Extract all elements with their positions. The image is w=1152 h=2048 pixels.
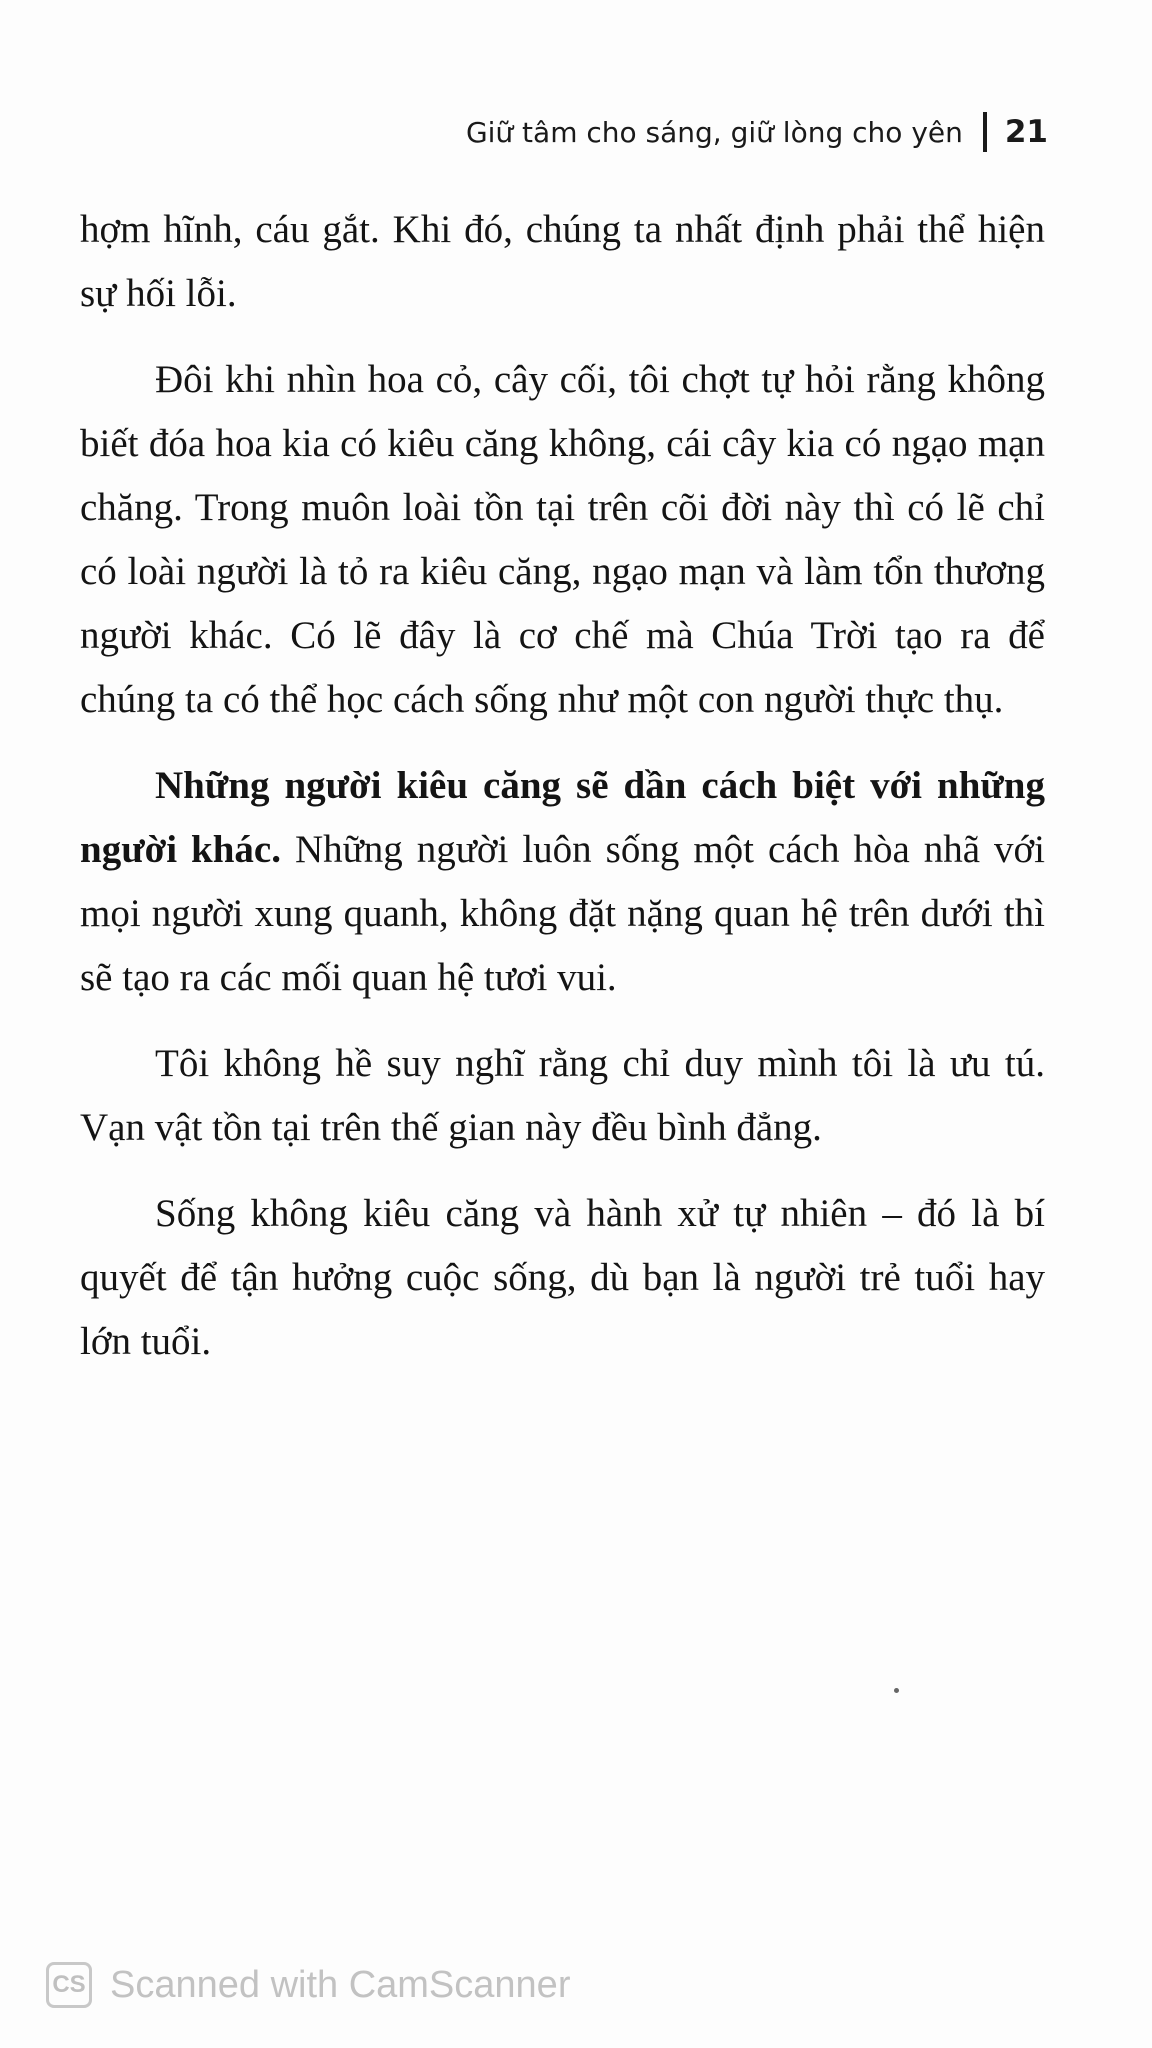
paragraph-text: Những người luôn sống một cách hòa nhã với mọi người xung quanh, không đặt nặng quan hệ trên dưới thì sẽ tạo ra các mối quan hệ tươi vui. [80,828,1046,999]
paragraph [80,1032,1045,1160]
paragraph-text: Sống không kiêu căng và hành xử tự nhiên – đó là bí quyết để tận hưởng cuộc sống, dù bạn là người trẻ tuổi hay lớn tuổi. [80,1192,1045,1363]
paragraph-text: hợm hĩnh, cáu gắt. Khi đó, chúng ta nhất định phải thể hiện sự hối lỗi. [80,208,1045,315]
bold-lead-sentence: Những người kiêu căng sẽ dần cách biệt với những người khác. [80,764,1045,871]
body-text [80,198,1045,1396]
paragraph [80,754,1045,1010]
header-divider [983,112,987,152]
watermark-text: Scanned with CamScanner [110,1963,571,2006]
chapter-title: Giữ tâm cho sáng, giữ lòng cho yên [465,115,963,149]
paragraph [80,348,1045,732]
paragraph [80,198,1045,326]
page-number: 21 [1004,114,1048,150]
paragraph [80,1182,1045,1374]
scan-speck [894,1688,899,1693]
running-header [0,112,1048,152]
camscanner-logo-icon: CS [46,1962,92,2008]
paragraph-text: Tôi không hề suy nghĩ rằng chỉ duy mình tôi là ưu tú. Vạn vật tồn tại trên thế gian này đều bình đẳng. [80,1042,1045,1149]
paragraph-text: Đôi khi nhìn hoa cỏ, cây cối, tôi chợt tự hỏi rằng không biết đóa hoa kia có kiêu căng không, cái cây kia có ngạo mạn chăng. Trong muôn loài tồn tại trên cõi đời này thì có lẽ chỉ có loài người là tỏ ra kiêu căng, ngạo mạn và làm tổn thương người khác. Có lẽ đây là cơ chế mà Chúa Trời tạo ra để chúng ta có thể học cách sống như một con người thực thụ. [80,358,1045,721]
camscanner-watermark [46,1962,570,2008]
